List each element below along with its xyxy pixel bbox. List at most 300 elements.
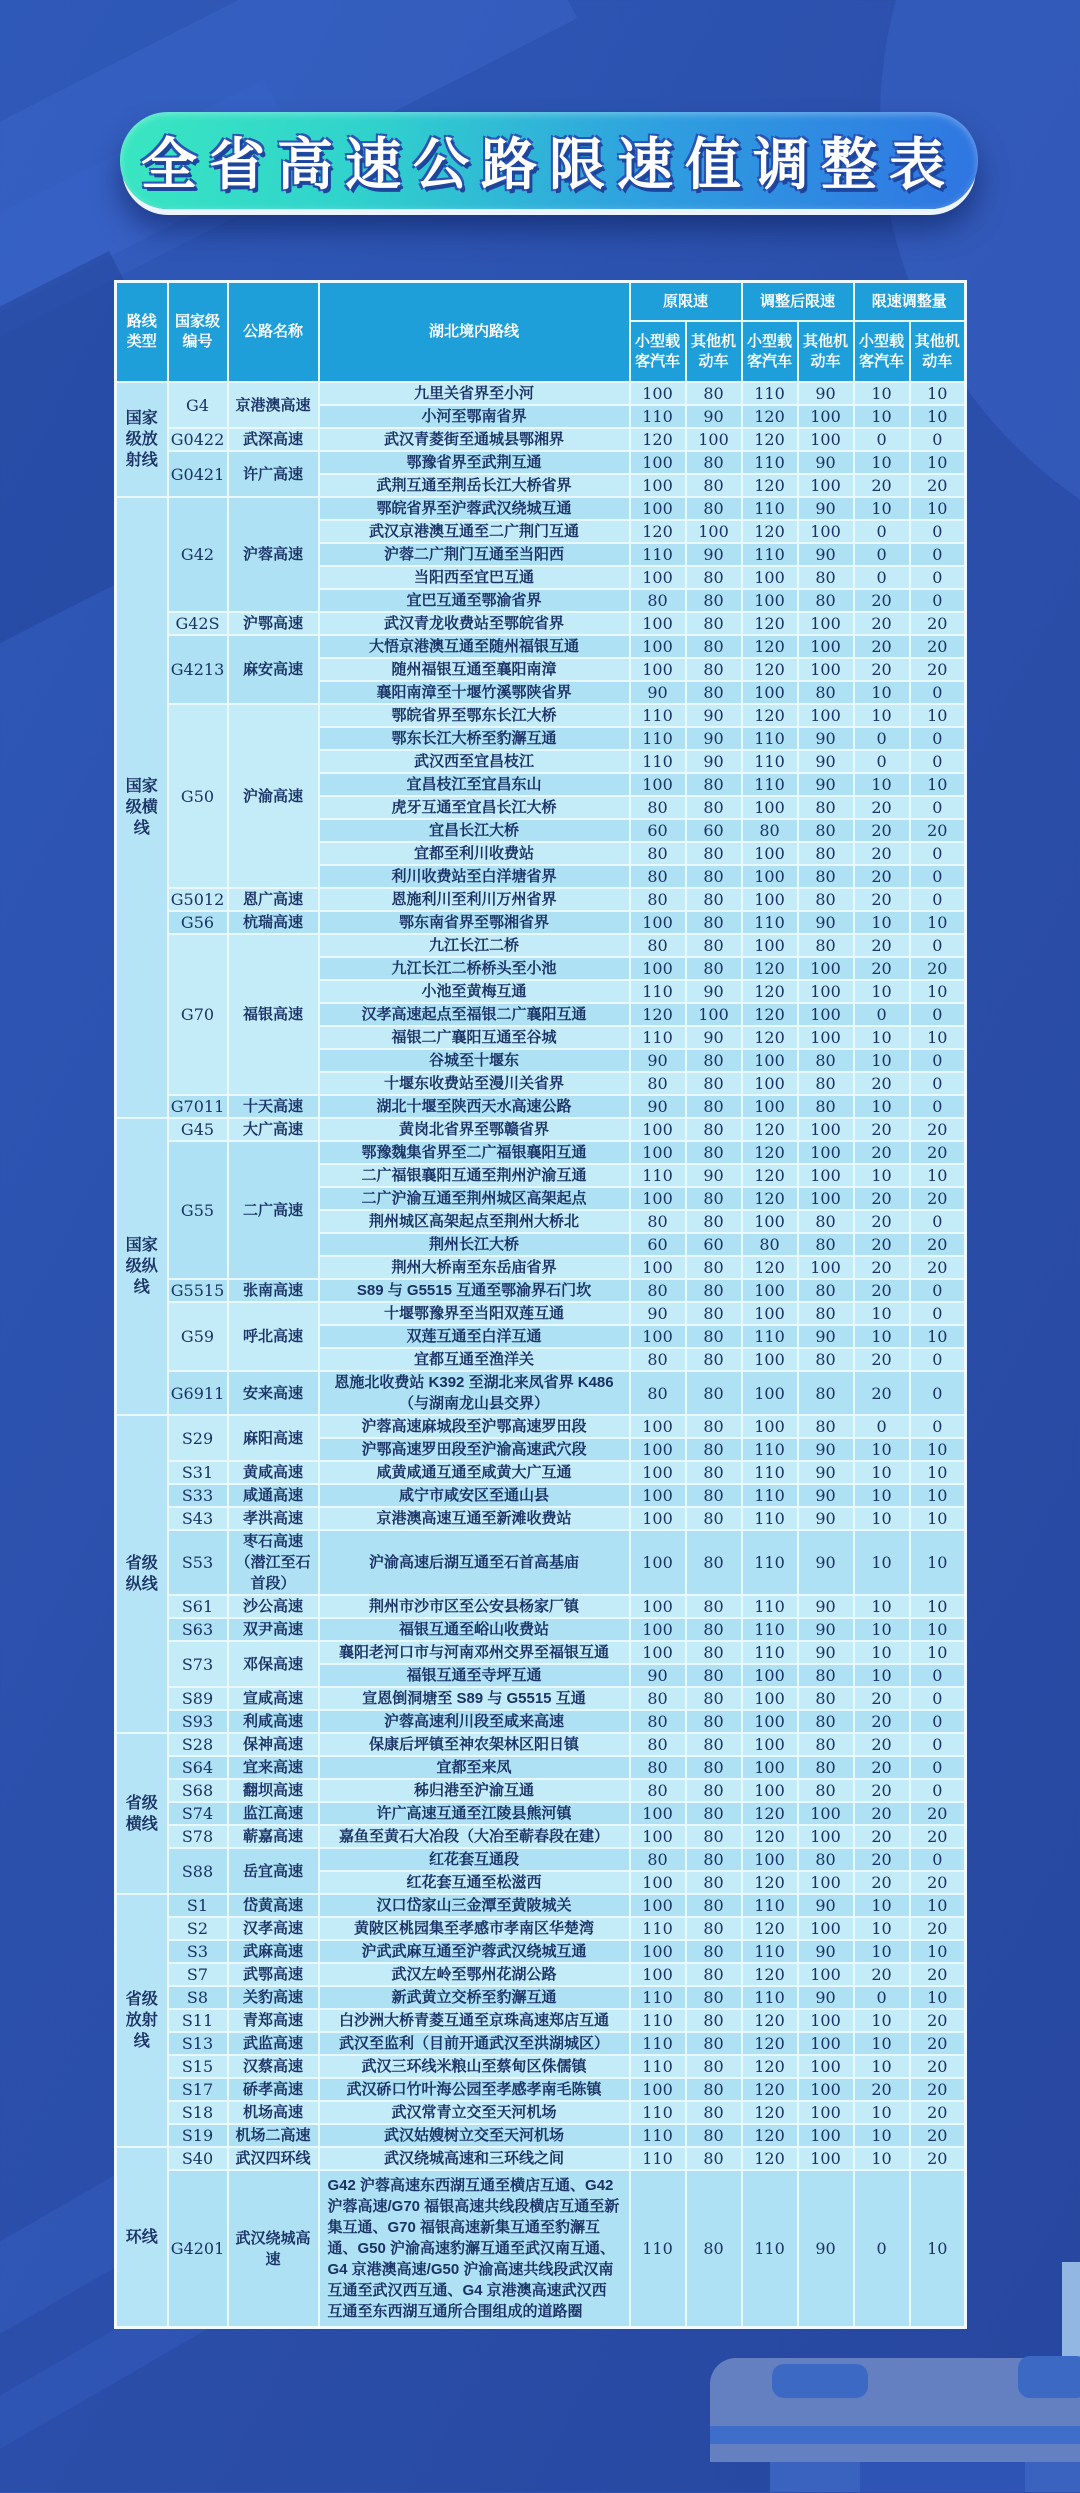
value-cell: 110 xyxy=(742,1986,798,2009)
value-cell: 110 xyxy=(630,2009,686,2032)
value-cell: 0 xyxy=(854,543,910,566)
value-cell: 80 xyxy=(798,566,854,589)
value-cell: 80 xyxy=(686,1279,742,1302)
value-cell: 0 xyxy=(910,1664,966,1687)
road-code-cell: S17 xyxy=(168,2078,228,2101)
value-cell: 80 xyxy=(686,1917,742,1940)
value-cell: 80 xyxy=(686,1530,742,1595)
route-cell: 宜巴互通至鄂渝省界 xyxy=(319,589,630,612)
value-cell: 20 xyxy=(910,1118,966,1141)
value-cell: 10 xyxy=(854,2101,910,2124)
value-cell: 110 xyxy=(742,1461,798,1484)
table-row xyxy=(116,2009,966,2032)
header-adjusted-other-vehicle: 其他机动车 xyxy=(798,321,854,382)
value-cell: 90 xyxy=(798,1530,854,1595)
value-cell: 90 xyxy=(798,1438,854,1461)
value-cell: 80 xyxy=(686,451,742,474)
value-cell: 110 xyxy=(742,911,798,934)
road-code-cell: G5012 xyxy=(168,888,228,911)
road-name-cell: 武汉绕城高速 xyxy=(228,2170,319,2328)
truck-window2-icon xyxy=(1018,2356,1080,2398)
value-cell: 0 xyxy=(910,934,966,957)
road-code-cell: S33 xyxy=(168,1484,228,1507)
value-cell: 80 xyxy=(798,1779,854,1802)
route-cell: 武汉至监利（目前开通武汉至洪湖城区） xyxy=(319,2032,630,2055)
value-cell: 80 xyxy=(630,842,686,865)
value-cell: 20 xyxy=(910,658,966,681)
road-name-cell: 关豹高速 xyxy=(228,1986,319,2009)
road-name-cell: 蕲嘉高速 xyxy=(228,1825,319,1848)
value-cell: 110 xyxy=(630,2147,686,2170)
value-cell: 10 xyxy=(854,1095,910,1118)
table-row xyxy=(116,1595,966,1618)
value-cell: 90 xyxy=(798,1484,854,1507)
value-cell: 100 xyxy=(742,1049,798,1072)
route-cell: 鄂皖省界至鄂东长江大桥 xyxy=(319,704,630,727)
value-cell: 100 xyxy=(742,1779,798,1802)
road-name-cell: 保神高速 xyxy=(228,1733,319,1756)
value-cell: 80 xyxy=(686,1756,742,1779)
value-cell: 100 xyxy=(742,1848,798,1871)
route-cell: 谷城至十堰东 xyxy=(319,1049,630,1072)
route-cell: 十堰鄂豫界至当阳双莲互通 xyxy=(319,1302,630,1325)
value-cell: 80 xyxy=(798,1710,854,1733)
value-cell: 20 xyxy=(854,1756,910,1779)
value-cell: 110 xyxy=(742,1530,798,1595)
value-cell: 80 xyxy=(798,842,854,865)
header-delta-small-passenger: 小型载客汽车 xyxy=(854,321,910,382)
header-national-code: 国家级编号 xyxy=(168,282,228,383)
value-cell: 100 xyxy=(798,1003,854,1026)
route-cell: 福银互通至寺坪互通 xyxy=(319,1664,630,1687)
value-cell: 110 xyxy=(630,1164,686,1187)
value-cell: 80 xyxy=(686,681,742,704)
value-cell: 20 xyxy=(854,957,910,980)
road-code-cell: S7 xyxy=(168,1963,228,1986)
value-cell: 0 xyxy=(910,681,966,704)
route-cell: 白沙洲大桥青菱互通至京珠高速郑店互通 xyxy=(319,2009,630,2032)
route-type-cell: 国家级纵线 xyxy=(116,1118,168,1415)
value-cell: 20 xyxy=(910,635,966,658)
value-cell: 100 xyxy=(630,1256,686,1279)
value-cell: 80 xyxy=(798,1302,854,1325)
value-cell: 80 xyxy=(742,1233,798,1256)
value-cell: 20 xyxy=(854,888,910,911)
value-cell: 20 xyxy=(910,1963,966,1986)
value-cell: 100 xyxy=(742,1687,798,1710)
truck-window-icon xyxy=(772,2364,868,2398)
value-cell: 120 xyxy=(742,1256,798,1279)
route-cell: 武汉硚口竹叶海公园至孝感孝南毛陈镇 xyxy=(319,2078,630,2101)
value-cell: 20 xyxy=(854,589,910,612)
road-code-cell: G0422 xyxy=(168,428,228,451)
road-name-cell: 沪蓉高速 xyxy=(228,497,319,612)
route-cell: 宜昌枝江至宜昌东山 xyxy=(319,773,630,796)
road-name-cell: 麻安高速 xyxy=(228,635,319,704)
value-cell: 0 xyxy=(910,750,966,773)
value-cell: 80 xyxy=(686,1687,742,1710)
value-cell: 80 xyxy=(686,2009,742,2032)
value-cell: 100 xyxy=(798,957,854,980)
value-cell: 80 xyxy=(686,2124,742,2147)
value-cell: 80 xyxy=(686,382,742,405)
value-cell: 0 xyxy=(910,865,966,888)
value-cell: 80 xyxy=(686,1187,742,1210)
value-cell: 80 xyxy=(686,1256,742,1279)
value-cell: 80 xyxy=(742,819,798,842)
value-cell: 100 xyxy=(630,1507,686,1530)
road-name-cell: 十天高速 xyxy=(228,1095,319,1118)
value-cell: 80 xyxy=(630,934,686,957)
value-cell: 120 xyxy=(742,2078,798,2101)
value-cell: 100 xyxy=(630,957,686,980)
value-cell: 20 xyxy=(854,1233,910,1256)
route-cell: 武荆互通至荆岳长江大桥省界 xyxy=(319,474,630,497)
route-cell: 保康后坪镇至神农架林区阳日镇 xyxy=(319,1733,630,1756)
value-cell: 110 xyxy=(630,2055,686,2078)
value-cell: 80 xyxy=(686,1664,742,1687)
value-cell: 80 xyxy=(630,1733,686,1756)
value-cell: 80 xyxy=(798,1371,854,1415)
value-cell: 110 xyxy=(742,1325,798,1348)
speed-limit-table xyxy=(114,280,967,2329)
value-cell: 20 xyxy=(910,1825,966,1848)
road-name-cell: 岱黄高速 xyxy=(228,1894,319,1917)
value-cell: 20 xyxy=(854,658,910,681)
route-cell: 十堰东收费站至漫川关省界 xyxy=(319,1072,630,1095)
value-cell: 80 xyxy=(686,1461,742,1484)
value-cell: 120 xyxy=(742,1917,798,1940)
value-cell: 0 xyxy=(910,1415,966,1438)
route-cell: 新武黄立交桥至豹澥互通 xyxy=(319,1986,630,2009)
value-cell: 120 xyxy=(742,1164,798,1187)
value-cell: 0 xyxy=(910,727,966,750)
route-cell: 宜都互通至渔洋关 xyxy=(319,1348,630,1371)
value-cell: 80 xyxy=(798,1733,854,1756)
value-cell: 80 xyxy=(798,1279,854,1302)
value-cell: 100 xyxy=(798,2009,854,2032)
road-code-cell: G4201 xyxy=(168,2170,228,2328)
road-name-cell: 利咸高速 xyxy=(228,1710,319,1733)
value-cell: 20 xyxy=(854,1187,910,1210)
value-cell: 10 xyxy=(910,405,966,428)
value-cell: 110 xyxy=(630,2032,686,2055)
value-cell: 20 xyxy=(854,612,910,635)
value-cell: 10 xyxy=(854,382,910,405)
value-cell: 10 xyxy=(854,1507,910,1530)
value-cell: 100 xyxy=(742,1415,798,1438)
value-cell: 100 xyxy=(798,1802,854,1825)
value-cell: 0 xyxy=(910,520,966,543)
value-cell: 20 xyxy=(854,2078,910,2101)
value-cell: 100 xyxy=(798,2032,854,2055)
table-row xyxy=(116,1825,966,1848)
value-cell: 90 xyxy=(798,773,854,796)
header-route-type: 路线类型 xyxy=(116,282,168,383)
value-cell: 20 xyxy=(854,635,910,658)
value-cell: 0 xyxy=(854,520,910,543)
table-row xyxy=(116,1641,966,1664)
value-cell: 100 xyxy=(742,1756,798,1779)
value-cell: 60 xyxy=(630,1233,686,1256)
route-cell: 宜昌长江大桥 xyxy=(319,819,630,842)
road-name-cell: 机场二高速 xyxy=(228,2124,319,2147)
road-code-cell: G59 xyxy=(168,1302,228,1371)
value-cell: 120 xyxy=(630,428,686,451)
table-row xyxy=(116,704,966,727)
value-cell: 80 xyxy=(686,658,742,681)
route-cell: 武汉西至宜昌枝江 xyxy=(319,750,630,773)
route-cell: 九江长江二桥桥头至小池 xyxy=(319,957,630,980)
value-cell: 90 xyxy=(798,451,854,474)
value-cell: 110 xyxy=(742,451,798,474)
value-cell: 100 xyxy=(630,1871,686,1894)
value-cell: 90 xyxy=(686,980,742,1003)
route-type-cell: 国家级横线 xyxy=(116,497,168,1118)
road-code-cell: G7011 xyxy=(168,1095,228,1118)
value-cell: 10 xyxy=(910,704,966,727)
value-cell: 100 xyxy=(630,635,686,658)
value-cell: 20 xyxy=(854,1779,910,1802)
value-cell: 120 xyxy=(742,2055,798,2078)
value-cell: 110 xyxy=(742,1641,798,1664)
value-cell: 90 xyxy=(630,1302,686,1325)
value-cell: 0 xyxy=(910,1756,966,1779)
value-cell: 80 xyxy=(686,1894,742,1917)
route-cell: 九里关省界至小河 xyxy=(319,382,630,405)
value-cell: 100 xyxy=(798,1963,854,1986)
value-cell: 20 xyxy=(854,1871,910,1894)
value-cell: 0 xyxy=(910,1733,966,1756)
route-cell: 沪蓉高速麻城段至沪鄂高速罗田段 xyxy=(319,1415,630,1438)
route-cell: 鄂豫魏集省界至二广福银襄阳互通 xyxy=(319,1141,630,1164)
value-cell: 100 xyxy=(798,2055,854,2078)
value-cell: 120 xyxy=(742,428,798,451)
table-row xyxy=(116,1894,966,1917)
value-cell: 100 xyxy=(742,842,798,865)
value-cell: 110 xyxy=(630,1917,686,1940)
value-cell: 110 xyxy=(742,727,798,750)
value-cell: 10 xyxy=(854,2032,910,2055)
route-type-cell: 省级纵线 xyxy=(116,1415,168,1733)
route-cell: 沪蓉高速利川段至咸来高速 xyxy=(319,1710,630,1733)
table-row xyxy=(116,2124,966,2147)
value-cell: 120 xyxy=(742,1026,798,1049)
value-cell: 80 xyxy=(630,1210,686,1233)
route-cell: 武汉青龙收费站至鄂皖省界 xyxy=(319,612,630,635)
table-row xyxy=(116,1802,966,1825)
value-cell: 80 xyxy=(798,589,854,612)
road-code-cell: S74 xyxy=(168,1802,228,1825)
value-cell: 80 xyxy=(686,1618,742,1641)
value-cell: 0 xyxy=(910,1348,966,1371)
value-cell: 80 xyxy=(798,1210,854,1233)
value-cell: 20 xyxy=(910,957,966,980)
route-cell: 鄂皖省界至沪蓉武汉绕城互通 xyxy=(319,497,630,520)
value-cell: 0 xyxy=(910,796,966,819)
value-cell: 90 xyxy=(798,1507,854,1530)
truck-stripe xyxy=(710,2426,1080,2444)
route-cell: 武汉左岭至鄂州花湖公路 xyxy=(319,1963,630,1986)
value-cell: 80 xyxy=(686,1848,742,1871)
route-cell: 红花套互通至松滋西 xyxy=(319,1871,630,1894)
value-cell: 0 xyxy=(910,1779,966,1802)
value-cell: 80 xyxy=(686,2055,742,2078)
header-adjustment-amount: 限速调整量 xyxy=(854,282,966,322)
value-cell: 20 xyxy=(854,1687,910,1710)
table-row xyxy=(116,888,966,911)
road-name-cell: 张南高速 xyxy=(228,1279,319,1302)
route-cell: 沪渝高速后湖互通至石首高基庙 xyxy=(319,1530,630,1595)
value-cell: 80 xyxy=(630,1710,686,1733)
value-cell: 80 xyxy=(630,1348,686,1371)
route-cell: 小池至黄梅互通 xyxy=(319,980,630,1003)
value-cell: 110 xyxy=(742,1894,798,1917)
value-cell: 0 xyxy=(854,1415,910,1438)
value-cell: 10 xyxy=(854,773,910,796)
header-adjusted-small-passenger: 小型载客汽车 xyxy=(742,321,798,382)
road-name-cell: 黄咸高速 xyxy=(228,1461,319,1484)
value-cell: 100 xyxy=(630,658,686,681)
value-cell: 120 xyxy=(742,1871,798,1894)
value-cell: 120 xyxy=(742,1141,798,1164)
value-cell: 120 xyxy=(742,2124,798,2147)
value-cell: 0 xyxy=(910,428,966,451)
value-cell: 20 xyxy=(854,865,910,888)
route-cell: 小河至鄂南省界 xyxy=(319,405,630,428)
value-cell: 100 xyxy=(798,2078,854,2101)
value-cell: 80 xyxy=(630,1756,686,1779)
value-cell: 90 xyxy=(798,382,854,405)
value-cell: 90 xyxy=(798,1641,854,1664)
value-cell: 80 xyxy=(630,1371,686,1415)
value-cell: 90 xyxy=(798,727,854,750)
value-cell: 10 xyxy=(910,1986,966,2009)
route-cell: 福银互通至峪山收费站 xyxy=(319,1618,630,1641)
value-cell: 80 xyxy=(686,1733,742,1756)
route-cell: 荆州大桥南至东岳庙省界 xyxy=(319,1256,630,1279)
value-cell: 90 xyxy=(798,911,854,934)
road-code-cell: S78 xyxy=(168,1825,228,1848)
value-cell: 100 xyxy=(742,1664,798,1687)
value-cell: 80 xyxy=(686,2170,742,2328)
value-cell: 80 xyxy=(686,1986,742,2009)
road-name-cell: 杭瑞高速 xyxy=(228,911,319,934)
value-cell: 60 xyxy=(686,1233,742,1256)
value-cell: 80 xyxy=(686,1049,742,1072)
road-name-cell: 翻坝高速 xyxy=(228,1779,319,1802)
value-cell: 10 xyxy=(910,773,966,796)
value-cell: 0 xyxy=(910,543,966,566)
value-cell: 0 xyxy=(854,428,910,451)
value-cell: 20 xyxy=(910,2101,966,2124)
road-name-cell: 沙公高速 xyxy=(228,1595,319,1618)
value-cell: 100 xyxy=(686,1003,742,1026)
value-cell: 10 xyxy=(854,1325,910,1348)
value-cell: 110 xyxy=(742,1595,798,1618)
value-cell: 100 xyxy=(630,911,686,934)
value-cell: 10 xyxy=(854,980,910,1003)
value-cell: 80 xyxy=(630,589,686,612)
route-cell: 鄂豫省界至武荆互通 xyxy=(319,451,630,474)
value-cell: 10 xyxy=(854,1618,910,1641)
value-cell: 20 xyxy=(854,1371,910,1415)
value-cell: 120 xyxy=(742,2101,798,2124)
value-cell: 110 xyxy=(742,1940,798,1963)
table-row xyxy=(116,2147,966,2170)
route-cell: 湖北十堰至陕西天水高速公路 xyxy=(319,1095,630,1118)
table-row xyxy=(116,2055,966,2078)
value-cell: 80 xyxy=(686,1141,742,1164)
road-name-cell: 宜来高速 xyxy=(228,1756,319,1779)
road-name-cell: 宣咸高速 xyxy=(228,1687,319,1710)
value-cell: 10 xyxy=(854,405,910,428)
value-cell: 100 xyxy=(798,980,854,1003)
road-name-cell: 枣石高速（潜江至石首段） xyxy=(228,1530,319,1595)
value-cell: 100 xyxy=(798,658,854,681)
value-cell: 100 xyxy=(742,865,798,888)
value-cell: 100 xyxy=(630,1618,686,1641)
value-cell: 100 xyxy=(630,1141,686,1164)
route-cell: 大悟京港澳互通至随州福银互通 xyxy=(319,635,630,658)
road-name-cell: 麻阳高速 xyxy=(228,1415,319,1461)
road-name-cell: 青郑高速 xyxy=(228,2009,319,2032)
value-cell: 10 xyxy=(854,1664,910,1687)
value-cell: 90 xyxy=(686,543,742,566)
value-cell: 100 xyxy=(742,934,798,957)
value-cell: 80 xyxy=(686,1595,742,1618)
value-cell: 10 xyxy=(910,1530,966,1595)
value-cell: 0 xyxy=(910,842,966,865)
value-cell: 110 xyxy=(630,704,686,727)
road-name-cell: 武麻高速 xyxy=(228,1940,319,1963)
value-cell: 10 xyxy=(910,980,966,1003)
value-cell: 110 xyxy=(630,2124,686,2147)
table-row xyxy=(116,2170,966,2328)
value-cell: 80 xyxy=(686,2032,742,2055)
value-cell: 80 xyxy=(686,1095,742,1118)
value-cell: 20 xyxy=(854,1279,910,1302)
value-cell: 10 xyxy=(854,1049,910,1072)
road-code-cell: S13 xyxy=(168,2032,228,2055)
road-name-cell: 京港澳高速 xyxy=(228,382,319,428)
value-cell: 80 xyxy=(686,865,742,888)
road-code-cell: S89 xyxy=(168,1687,228,1710)
road-name-cell: 许广高速 xyxy=(228,451,319,497)
value-cell: 100 xyxy=(742,681,798,704)
route-cell: 咸宁市咸安区至通山县 xyxy=(319,1484,630,1507)
value-cell: 100 xyxy=(742,888,798,911)
table-row xyxy=(116,911,966,934)
value-cell: 100 xyxy=(798,1825,854,1848)
value-cell: 10 xyxy=(854,1438,910,1461)
value-cell: 10 xyxy=(910,1026,966,1049)
value-cell: 80 xyxy=(798,681,854,704)
value-cell: 100 xyxy=(630,1484,686,1507)
value-cell: 20 xyxy=(910,819,966,842)
value-cell: 0 xyxy=(854,566,910,589)
value-cell: 10 xyxy=(910,1507,966,1530)
value-cell: 120 xyxy=(742,1825,798,1848)
value-cell: 80 xyxy=(630,796,686,819)
value-cell: 0 xyxy=(854,1986,910,2009)
value-cell: 100 xyxy=(630,1825,686,1848)
value-cell: 100 xyxy=(630,1963,686,1986)
route-cell: 荆州城区高架起点至荆州大桥北 xyxy=(319,1210,630,1233)
value-cell: 120 xyxy=(742,2032,798,2055)
value-cell: 100 xyxy=(742,1072,798,1095)
value-cell: 100 xyxy=(742,1279,798,1302)
